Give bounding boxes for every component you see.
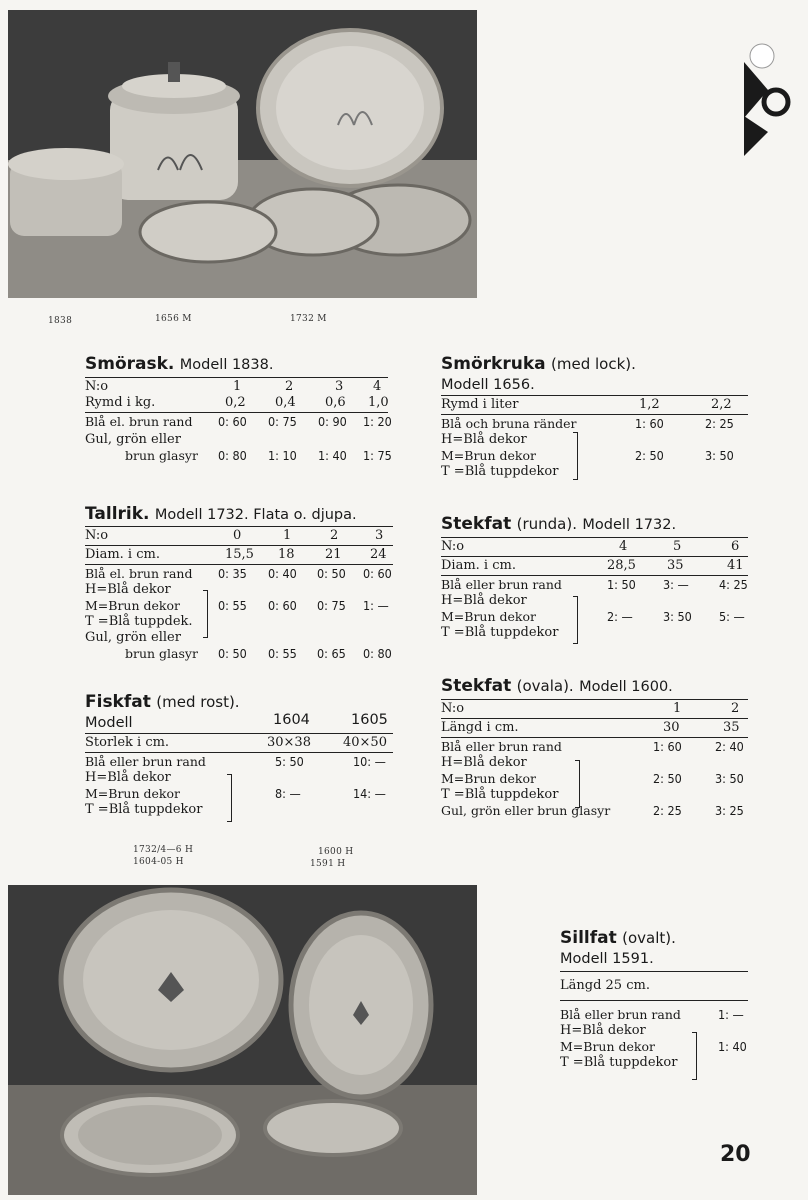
table-row: Rymd i kg. 0,2 0,4 0,6 1,0 xyxy=(85,395,389,410)
table-row: M=Brun dekor 8: — 14: — xyxy=(85,786,386,801)
table-row: H=Blå dekor xyxy=(85,582,171,597)
table-row: N:o 4 5 6 xyxy=(441,539,740,554)
caption-1838: 1838 xyxy=(48,316,73,326)
table-row: Storlek i cm. 30×38 40×50 xyxy=(85,735,387,750)
table-row: brun glasyr 0: 50 0: 55 0: 65 0: 80 xyxy=(125,646,392,661)
smorask-title: Smörask. xyxy=(85,354,175,374)
tallrik-model: Modell 1732. Flata o. djupa. xyxy=(154,507,357,523)
table-row: Blå el. brun rand 0: 35 0: 40 0: 50 0: 60 xyxy=(85,566,392,581)
fiskfat-col-1605: 1605 xyxy=(351,712,388,728)
table-row: M=Brun dekor 2: 50 3: 50 xyxy=(441,448,734,463)
tallrik-title: Tallrik. xyxy=(85,504,150,524)
table-row: Längd i cm. 30 35 xyxy=(441,720,740,735)
table-row: H=Blå dekor xyxy=(441,755,527,770)
caption-1656: 1656 M xyxy=(155,314,192,324)
stekfat-runda-title: Stekfat xyxy=(441,514,512,534)
table-row: M=Brun dekor 0: 55 0: 60 0: 75 1: — xyxy=(85,598,389,613)
table-row: Blå eller brun rand 1: — xyxy=(560,1007,744,1022)
caption-mid-right-1: 1600 H xyxy=(318,847,354,857)
stekfat-runda-subtitle: (runda). xyxy=(516,515,577,533)
ceramics-photo-illustration xyxy=(8,10,477,298)
stekfat-runda-section xyxy=(441,514,748,641)
product-photo-bottom xyxy=(8,885,477,1195)
table-row: Blå el. brun rand 0: 60 0: 75 0: 90 1: 20 xyxy=(85,414,392,429)
brand-logo xyxy=(738,42,794,160)
tallrik-section xyxy=(85,504,393,662)
stekfat-ovala-model: Modell 1600. xyxy=(579,679,673,695)
fiskfat-col-1604: 1604 xyxy=(273,712,310,728)
table-row: T =Blå tuppdekor xyxy=(441,464,559,479)
table-row: Blå och bruna ränder 1: 60 2: 25 xyxy=(441,416,734,431)
table-row: brun glasyr 0: 80 1: 10 1: 40 1: 75 xyxy=(125,448,392,463)
table-row: T =Blå tuppdekor xyxy=(85,802,203,817)
table-row: T =Blå tuppdekor xyxy=(441,625,559,640)
caption-mid-right-2: 1591 H xyxy=(310,859,346,869)
table-row: N:o 0 1 2 3 xyxy=(85,528,384,543)
table-row: T =Blå tuppdek. xyxy=(85,614,193,629)
sillfat-model: Modell 1591. xyxy=(560,951,654,967)
sillfat-length: Längd 25 cm. xyxy=(560,978,650,993)
fiskfat-subtitle: (med rost). xyxy=(156,693,240,711)
smorask-model: Modell 1838. xyxy=(179,357,274,373)
product-photo-top xyxy=(8,10,477,298)
stekfat-ovala-section xyxy=(441,676,748,819)
table-row: Blå eller brun rand 1: 60 2: 40 xyxy=(441,739,744,754)
sillfat-subtitle: (ovalt). xyxy=(622,929,676,947)
stekfat-ovala-title: Stekfat xyxy=(441,676,512,696)
table-row: N:o 1 2 xyxy=(441,701,740,716)
smorkruka-subtitle: (med lock). xyxy=(551,355,636,373)
fiskfat-section xyxy=(85,692,393,818)
caption-mid-left-2: 1604-05 H xyxy=(133,857,184,867)
table-row: M=Brun dekor 1: 40 xyxy=(560,1039,747,1054)
stekfat-ovala-subtitle: (ovala). xyxy=(516,677,574,695)
table-row: Gul, grön eller brun glasyr 2: 25 3: 25 xyxy=(441,803,744,818)
sillfat-title: Sillfat xyxy=(560,928,617,948)
table-row: T =Blå tuppdekor xyxy=(560,1055,678,1070)
smorask-section xyxy=(85,354,392,464)
smorkruka-section xyxy=(441,354,748,480)
page-number: 20 xyxy=(720,1142,751,1167)
table-row: H=Blå dekor xyxy=(441,432,527,447)
fiskfat-title: Fiskfat xyxy=(85,692,151,712)
table-row: Rymd i liter 1,2 2,2 xyxy=(441,397,732,412)
platters-photo-illustration xyxy=(8,885,477,1195)
table-row: Blå eller brun rand 1: 50 3: — 4: 25 xyxy=(441,577,748,592)
table-row: H=Blå dekor xyxy=(441,593,527,608)
sillfat-section xyxy=(560,928,748,1071)
caption-mid-left-1: 1732/4—6 H xyxy=(133,845,194,855)
table-row: Diam. i cm. 15,5 18 21 24 xyxy=(85,547,387,562)
smorkruka-model: Modell 1656. xyxy=(441,377,535,393)
caption-1732: 1732 M xyxy=(290,314,327,324)
stekfat-runda-model: Modell 1732. xyxy=(582,517,677,533)
table-row: Blå eller brun rand 5: 50 10: — xyxy=(85,754,386,769)
table-row: T =Blå tuppdekor xyxy=(441,787,559,802)
table-row: Gul, grön eller xyxy=(85,630,181,645)
fiskfat-model: Modell xyxy=(85,715,133,731)
table-row: M=Brun dekor 2: 50 3: 50 xyxy=(441,771,744,786)
table-row: M=Brun dekor 2: — 3: 50 5: — xyxy=(441,609,745,624)
table-row: H=Blå dekor xyxy=(560,1023,646,1038)
table-row: Diam. i cm. 28,5 35 41 xyxy=(441,558,744,573)
table-row: N:o 1 2 3 4 xyxy=(85,379,382,394)
table-row: H=Blå dekor xyxy=(85,770,171,785)
smorkruka-title: Smörkruka xyxy=(441,354,546,374)
table-row: Gul, grön eller xyxy=(85,432,181,447)
